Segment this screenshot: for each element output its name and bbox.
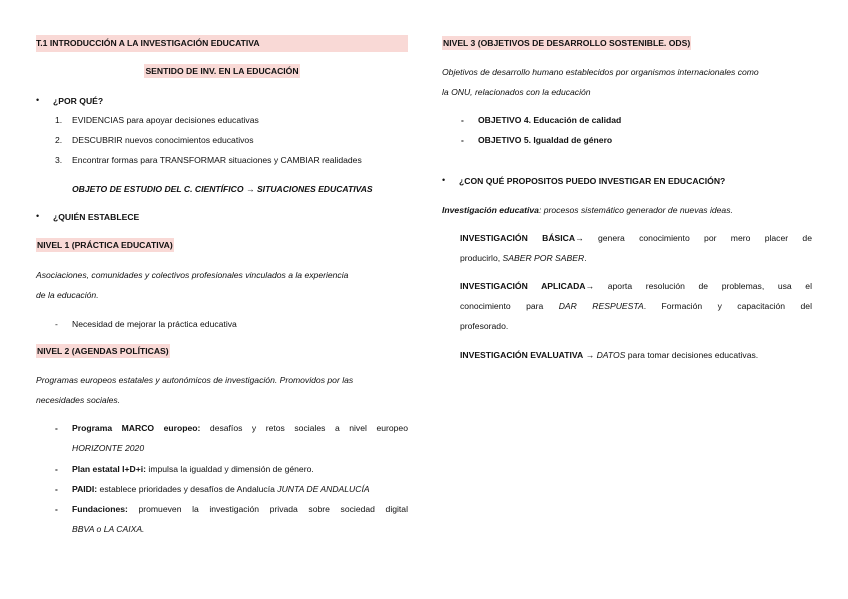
nivel3-item: OBJETIVO 4. Educación de calidad	[478, 115, 622, 125]
document-title: T.1 INTRODUCCIÓN A LA INVESTIGACIÓN EDUCATIVA	[36, 38, 260, 48]
nivel1-desc-line1: Asociaciones, comunidades y colectivos profesionales vinculados a la experiencia	[36, 270, 349, 280]
nivel3-title: NIVEL 3 (OBJETIVOS DE DESARROLLO SOSTENIBLE. ODS)	[443, 38, 691, 48]
list-item: EVIDENCIAS para apoyar decisiones educativas	[72, 115, 259, 125]
evaluativa: INVESTIGACIÓN EVALUATIVA → DATOS para tomar decisiones educativas.	[460, 350, 759, 360]
basica-line1: INVESTIGACIÓN BÁSICA→ genera conocimiento por mero placer de	[460, 233, 812, 243]
dash-marker: -	[55, 464, 58, 474]
nivel1-title: NIVEL 1 (PRÁCTICA EDUCATIVA)	[37, 240, 173, 250]
aplicada-line2: conocimiento para DAR RESPUESTA. Formación y capacitación del	[460, 301, 812, 311]
nivel2-item-marco: Programa MARCO europeo: desafíos y retos sociales a nivel europeo	[72, 423, 408, 433]
nivel3-desc-line1: Objetivos de desarrollo humano establecidos por organismos internacionales como	[442, 67, 759, 77]
nivel2-desc-line2: necesidades sociales.	[36, 395, 121, 405]
dash-marker: -	[55, 423, 58, 433]
heading-quien: ¿QUIÉN ESTABLECE	[53, 212, 140, 222]
aplicada-line1: INVESTIGACIÓN APLICADA→ aporta resolución de problemas, usa el	[460, 281, 812, 291]
nivel3-item: OBJETIVO 5. Igualdad de género	[478, 135, 613, 145]
nivel2-item-fundaciones: Fundaciones: promueven la investigación privada sobre sociedad digital	[72, 504, 408, 514]
nivel1-item: Necesidad de mejorar la práctica educativa	[72, 319, 237, 329]
nivel2-item-fundaciones-line2: BBVA o LA CAIXA.	[72, 524, 145, 534]
list-item: Encontrar formas para TRANSFORMAR situaciones y CAMBIAR realidades	[72, 155, 362, 165]
section-subtitle: SENTIDO DE INV. EN LA EDUCACIÓN	[145, 66, 299, 76]
dash-marker: -	[461, 135, 464, 145]
nivel2-title: NIVEL 2 (AGENDAS POLÍTICAS)	[37, 346, 169, 356]
list-number: 2.	[55, 135, 63, 145]
bullet-icon: •	[442, 175, 446, 185]
nivel2-item-plan: Plan estatal I+D+i: impulsa la igualdad y dimensión de género.	[72, 464, 314, 474]
heading-propositos: ¿CON QUÉ PROPOSITOS PUEDO INVESTIGAR EN EDUCACIÓN?	[459, 176, 726, 186]
inv-educativa: Investigación educativa: procesos sistemático generador de nuevas ideas.	[442, 205, 733, 215]
heading-por-que: ¿POR QUÉ?	[53, 96, 104, 106]
dash-marker: -	[55, 319, 58, 329]
dash-marker: -	[55, 504, 58, 514]
dash-marker: -	[461, 115, 464, 125]
objeto-estudio: OBJETO DE ESTUDIO DEL C. CIENTÍFICO → SITUACIONES EDUCATIVAS	[72, 184, 373, 194]
bullet-icon: •	[36, 95, 40, 105]
list-number: 1.	[55, 115, 63, 125]
basica-line2: producirlo, SABER POR SABER.	[460, 253, 587, 263]
dash-marker: -	[55, 484, 58, 494]
nivel2-item-paidi: PAIDI: establece prioridades y desafíos de Andalucía JUNTA DE ANDALUCÍA	[72, 484, 370, 494]
nivel2-desc-line1: Programas europeos estatales y autonómicos de investigación. Promovidos por las	[36, 375, 354, 385]
nivel3-desc-line2: la ONU, relacionados con la educación	[442, 87, 591, 97]
bullet-icon: •	[36, 211, 40, 221]
list-number: 3.	[55, 155, 63, 165]
nivel2-item-marco-line2: HORIZONTE 2020	[72, 443, 145, 453]
list-item: DESCUBRIR nuevos conocimientos educativos	[72, 135, 254, 145]
nivel1-desc-line2: de la educación.	[36, 290, 99, 300]
aplicada-line3: profesorado.	[460, 321, 509, 331]
